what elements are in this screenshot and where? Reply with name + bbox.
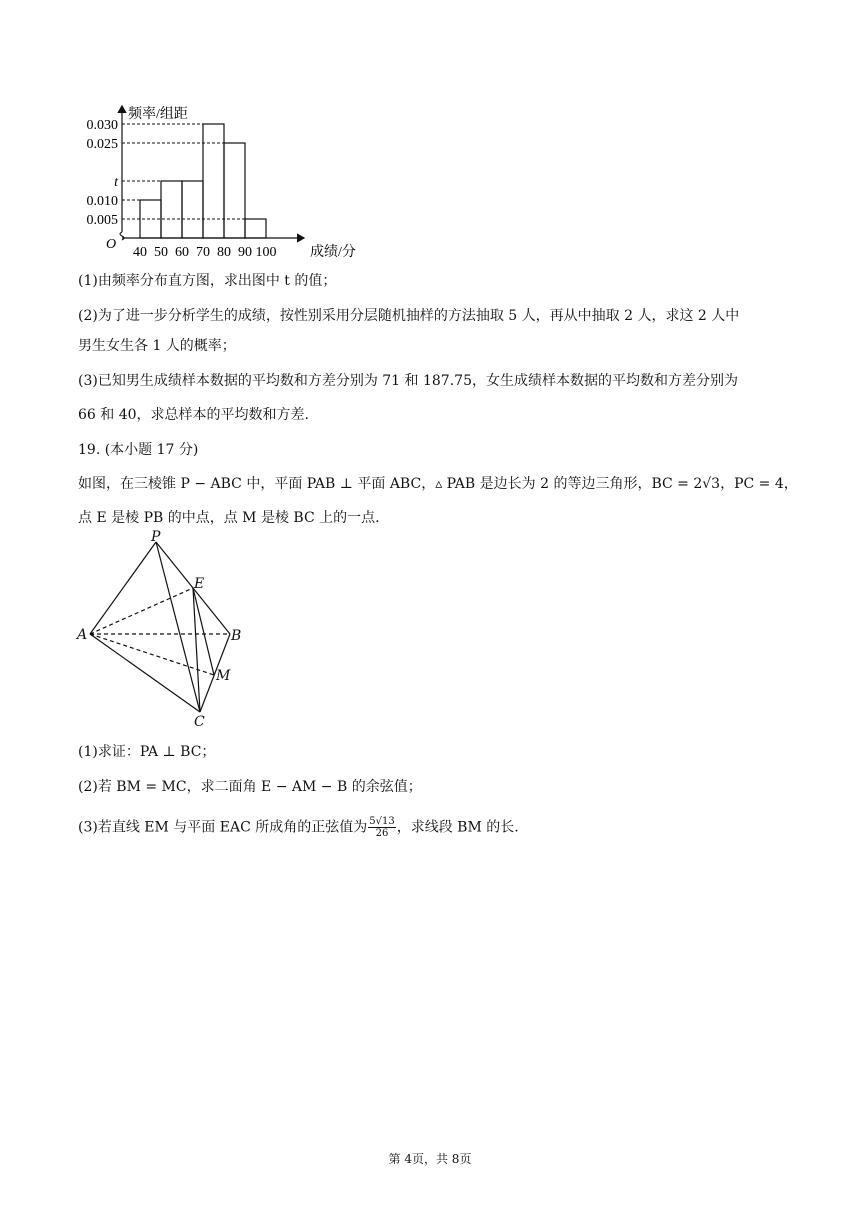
edge-PC (156, 542, 200, 712)
x-tick-label: 100 (255, 245, 277, 260)
q18-part3-line1: (3)已知男生成绩样本数据的平均数和方差分别为 71 和 187.75，女生成绩样本数据的平均数和方差分别为 (78, 373, 738, 389)
x-axis-label: 成绩/分 (310, 245, 356, 260)
fraction-denominator: 26 (375, 828, 389, 839)
edge-PA (90, 542, 156, 634)
histogram-bar (224, 143, 245, 238)
axis-break-mark (120, 232, 124, 240)
frequency-histogram (70, 98, 370, 268)
fraction-numerator: 5√13 (369, 816, 395, 827)
y-tick-label: 0.005 (86, 213, 118, 228)
y-axis-label: 频率/组距 (128, 107, 188, 122)
origin-label: O (106, 237, 117, 252)
histogram-bar (203, 124, 224, 238)
q19-sub3-post: ，求线段 BM 的长. (396, 819, 519, 836)
q18-part1: (1)由频率分布直方图，求出图中 t 的值； (78, 273, 337, 289)
histogram-bar (161, 181, 182, 238)
label-E: E (194, 576, 205, 592)
label-B: B (231, 628, 242, 644)
segment-EC (193, 588, 200, 712)
histogram-bar (182, 181, 203, 238)
q19-header: 19. (本小题 17 分) (78, 442, 199, 458)
sine-fraction (368, 816, 395, 839)
histogram-bar (245, 219, 266, 238)
page-footer: 第 4页，共 8页 (388, 1152, 472, 1166)
q18-part3-line2: 66 和 40，求总样本的平均数和方差. (78, 407, 309, 423)
q19-stem-line1: 如图，在三棱锥 P − ABC 中，平面 PAB ⊥ 平面 ABC，▵ PAB 是边长为 2 的等边三角形，BC = 2√3，PC = 4， (78, 476, 798, 492)
q19-stem-line2: 点 E 是棱 PB 的中点，点 M 是棱 BC 上的一点. (78, 510, 380, 526)
edge-AC (90, 634, 200, 712)
y-tick-label: 0.025 (86, 137, 118, 152)
q19-sub1: (1)求证：PA ⊥ BC； (78, 744, 216, 760)
y-tick-label: t (114, 175, 118, 190)
y-tick-label: 0.030 (86, 118, 118, 133)
tetrahedron-figure (72, 530, 262, 730)
q19-sub3-pre: (3)若直线 EM 与平面 EAC 所成角的正弦值为 (78, 819, 368, 836)
x-tick-label: 70 (196, 245, 210, 260)
q19-sub3 (78, 816, 519, 839)
label-A: A (77, 627, 88, 643)
label-M: M (216, 668, 231, 684)
y-tick-label: 0.010 (86, 194, 118, 209)
x-tick-label: 50 (154, 245, 168, 260)
label-C: C (194, 714, 205, 730)
x-tick-label: 40 (133, 245, 147, 260)
x-tick-label: 90 (238, 245, 252, 260)
x-tick-label: 80 (217, 245, 231, 260)
q19-sub2: (2)若 BM = MC，求二面角 E − AM − B 的余弦值； (78, 779, 422, 795)
label-P: P (151, 530, 161, 545)
x-tick-label: 60 (175, 245, 189, 260)
q18-part2-line1: (2)为了进一步分析学生的成绩，按性别采用分层随机抽样的方法抽取 5 人，再从中抽取 2 人，求这 2 人中 (78, 308, 740, 324)
q18-part2-line2: 男生女生各 1 人的概率； (78, 338, 236, 354)
